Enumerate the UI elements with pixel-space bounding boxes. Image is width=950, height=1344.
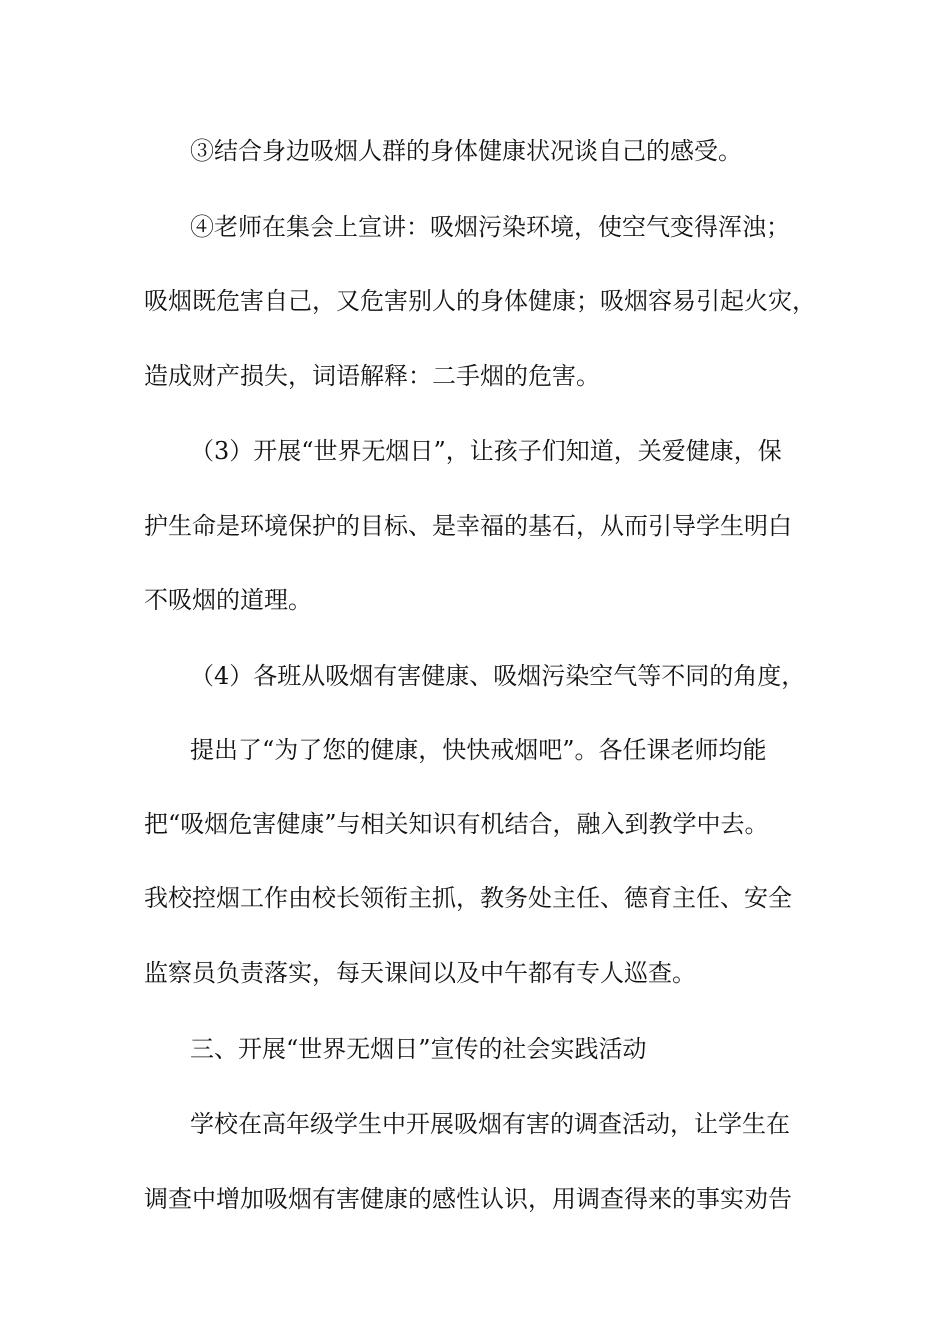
text-line-2: ④老师在集会上宣讲：吸烟污染环境，使空气变得浑浊； bbox=[190, 213, 790, 241]
text-line-7: 不吸烟的道理。 bbox=[144, 586, 312, 614]
text-line-4: 造成财产损失，词语解释：二手烟的危害。 bbox=[144, 362, 600, 390]
text-line-13: 三、开展“世界无烟日”宣传的社会实践活动 bbox=[190, 1035, 647, 1063]
text-line-14: 学校在高年级学生中开展吸烟有害的调查活动，让学生在 bbox=[190, 1110, 790, 1138]
text-line-10: 把“吸烟危害健康”与相关知识有机结合，融入到教学中去。 bbox=[144, 810, 769, 838]
text-line-12: 监察员负责落实，每天课间以及中午都有专人巡查。 bbox=[144, 959, 696, 987]
text-line-6: 护生命是环境保护的目标、是幸福的基石，从而引导学生明白 bbox=[144, 512, 792, 540]
text-line-3: 吸烟既危害自己，又危害别人的身体健康；吸烟容易引起火灾， bbox=[144, 287, 816, 315]
text-line-9: 提出了“为了您的健康，快快戒烟吧”。各任课老师均能 bbox=[190, 736, 767, 764]
text-line-11: 我校控烟工作由校长领衔主抓，教务处主任、德育主任、安全 bbox=[144, 884, 792, 912]
text-line-1: ③结合身边吸烟人群的身体健康状况谈自己的感受。 bbox=[190, 137, 742, 165]
text-line-15: 调查中增加吸烟有害健康的感性认识，用调查得来的事实劝告 bbox=[144, 1185, 792, 1213]
text-line-5: （3）开展“世界无烟日”，让孩子们知道，关爱健康，保 bbox=[190, 437, 782, 465]
text-line-8: （4）各班从吸烟有害健康、吸烟污染空气等不同的角度， bbox=[190, 662, 806, 690]
